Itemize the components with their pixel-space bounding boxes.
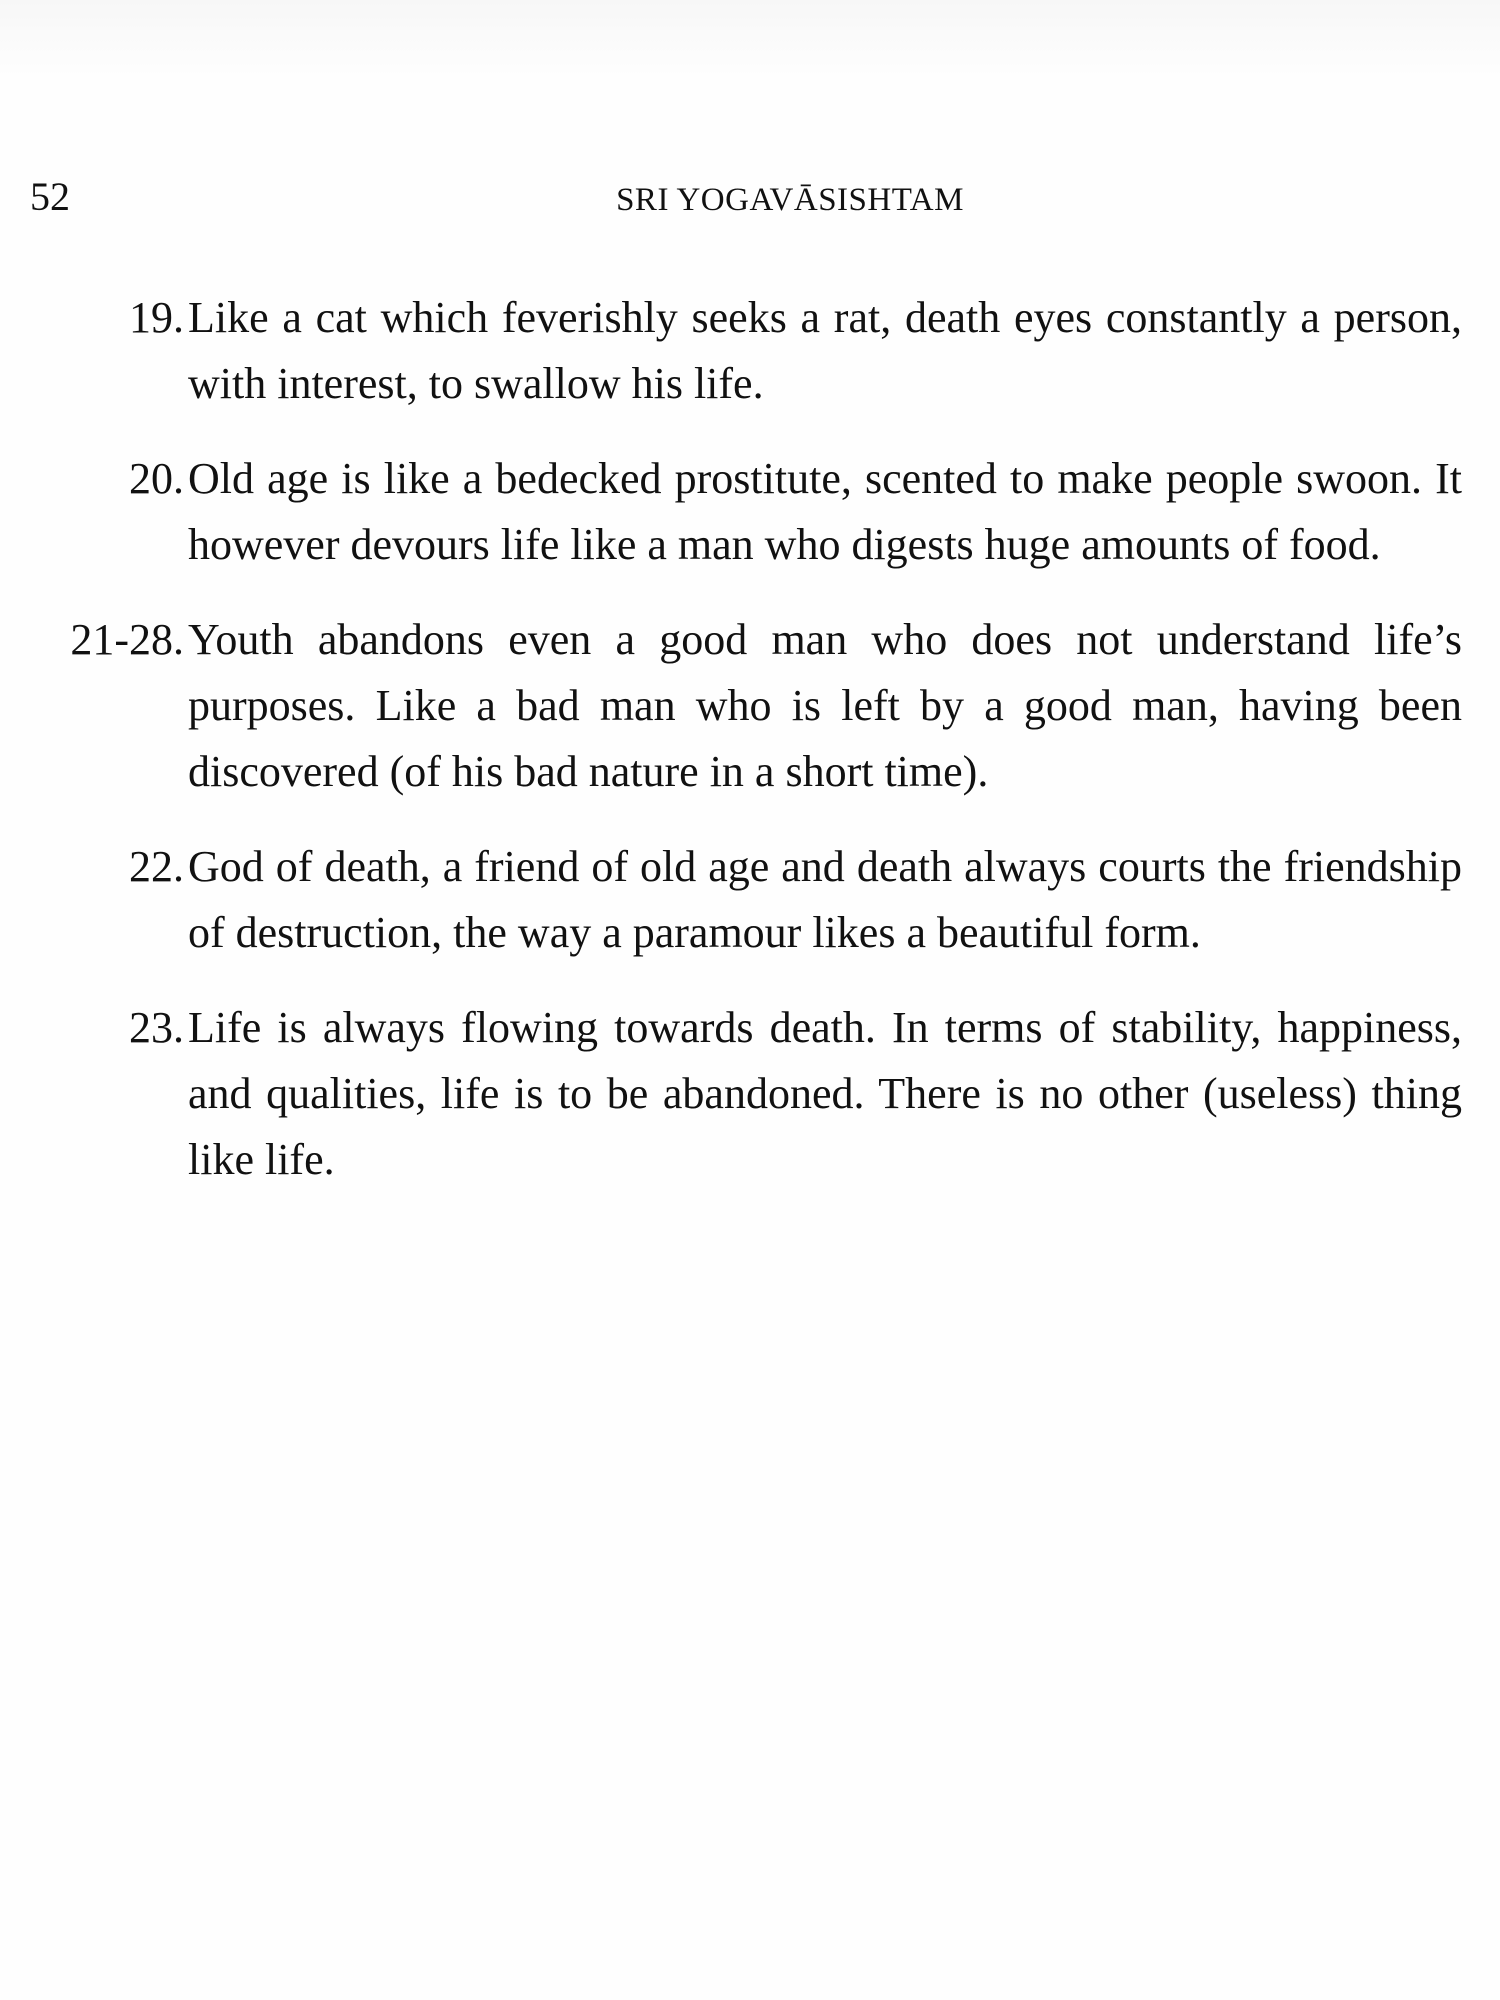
verse-number: 20.: [129, 454, 184, 503]
verse-number: 21-28.: [70, 615, 184, 664]
verse-text: Old age is like a bedecked prostitute, scented to make people swoon. It however devours life like a man who digests huge amounts of food.: [188, 454, 1462, 569]
verse-number: 23.: [129, 1003, 184, 1052]
verse-entry: [30, 607, 1462, 805]
verse-text: Like a cat which feverishly seeks a rat, death eyes constantly a person, with interest, to swallow his life.: [188, 293, 1462, 408]
verse-text: Youth abandons even a good man who does not understand life’s purposes. Like a bad man who is left by a good man, having been discovered (of his bad nature in a short time).: [188, 615, 1462, 796]
verse-entry: [30, 834, 1462, 966]
verse-entry: [30, 285, 1462, 417]
verse-text: God of death, a friend of old age and death always courts the friendship of destruction, the way a paramour likes a beautiful form.: [188, 842, 1462, 957]
verse-entry: [30, 446, 1462, 578]
verse-number: 19.: [129, 293, 184, 342]
page-number: 52: [30, 174, 70, 219]
verse-entry: [30, 995, 1462, 1193]
page-shadow: [0, 0, 1500, 80]
running-head: SRI YOGAVĀSISHTAM: [616, 182, 964, 218]
page-header: [30, 172, 1470, 232]
verse-number: 22.: [129, 842, 184, 891]
verse-text: Life is always flowing towards death. In terms of stability, happiness, and qualities, life is to be abandoned. There is no other (useless) thing like life.: [188, 1003, 1462, 1184]
verse-list: [30, 285, 1462, 1222]
